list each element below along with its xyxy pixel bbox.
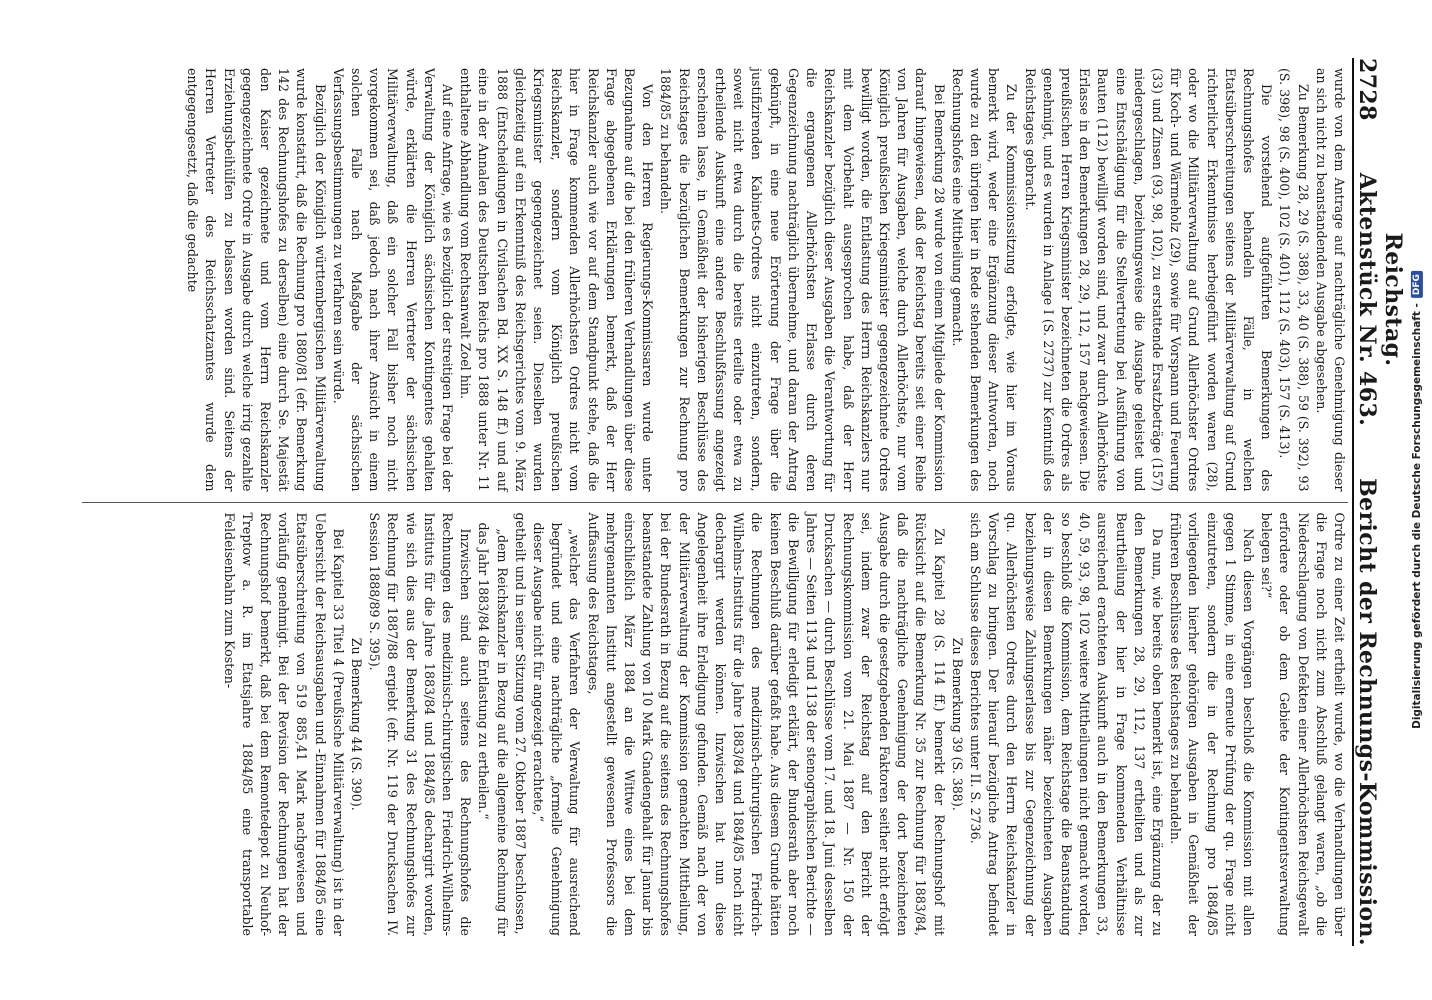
paragraph: Da nun, wie bereits oben bemerkt ist, eine Ergänzung der zu den Bemerkungen 28, 29, 112, 137 ertheilten und als zur Beurtheilung der hier in Frage kommenden Verhältnisse ausreichend erachteten Auskunft auch in den Bemerkungen 33, 40, 59, 93, 98, 102 weitere Mittheilungen nicht gemacht worden, so beschloß die Kommission, dem Reichstage die Beanstandung der in diesen Bemerkungen näher bezeichneten Ausgaben beziehungsweise Zahlungserlasse bis zur Gegenzeichnung der qu. Allerhöchsten Ordres durch den Herrn Reichskanzler in Vorschlag zu bringen. Der hierauf bezügliche Antrag befindet sich am Schlusse dieses Berichtes unter II. S. 2736. xyxy=(967,512,1165,936)
paragraph: Zu Bemerkung 44 (S. 390). xyxy=(349,637,365,811)
paragraph: „welcher das Verfahren der Verwaltung für ausreichend begründet und eine nachträgliche „formelle Genehmigung dieser Ausgabe nicht für angezeigt erachtete,“ xyxy=(531,522,583,936)
digitization-note-text: Digitalisierung gefördert durch die Deutsche Forschungsgemeinschaft - xyxy=(1411,303,1424,729)
page-number: 2728 xyxy=(1354,58,1380,121)
paragraph: Zu der Kommissionssitzung erfolgte, wie hier im Voraus bemerkt wird, weder eine Ergänzung dieser Antworten, noch wurde zu den übrigen hier in Rede stehenden Bemerkungen des Rechnungshofes eine Mittheilung gemacht. xyxy=(949,68,1020,492)
header-left-title: Reichstag. xyxy=(1380,232,1406,367)
paragraph: Auf eine Anfrage, wie es bezüglich der streitigen Frage bei der Verwaltung der Königlich sächsischen Kontingentes gehalten würde, erklärten die Herren Vertreter der sächsischen Militärverwaltung, daß ein solcher Fall bisher noch nicht vorgekommen sei, daß jedoch nach ihrer Ansicht in einem solchen Falle nach Maßgabe der sächsischen Verfassungsbestimmungen zu verfahren sein würde. xyxy=(330,68,456,492)
paragraph: Nach diesen Vorgängen beschloß die Kommission mit allen gegen 1 Stimme, in eine erneute Prüfung der qu. Frage nicht einzutreten, sondern die in der Rechnung pro 1884/85 vorliegenden hierher gehörigen Ausgaben in Gemäßheit der früheren Beschlüsse des Reichstages zu behandeln. xyxy=(1168,512,1256,936)
digitization-note xyxy=(1405,0,1429,1000)
paragraph: Bei Bemerkung 28 wurde von einem Mitgliede der Kommission darauf hingewiesen, daß der Reichstag bereits seit einer Reihe von Jahren für Ausgaben, welche durch Allerhöchste, nur vom Königlich preußischen Kriegsminister gegengezeichnete Ordres bewilligt worden, die Entlastung des Herrn Reichskanzlers nur mit dem Vorbehalt ausgesprochen habe, daß der Herr Reichskanzler bezüglich dieser Ausgaben die Verantwortung für die ergangenen Allerhöchsten Erlasse durch deren Gegenzeichnung nachträglich übernehme, und daran der Antrag geknüpft, in eine neue Erörterung der Frage über die justifizirenden Kabinets-Ordres nicht einzutreten, sondern, soweit nicht etwa durch die bereits erteilte oder etwa zu ertheilende Auskunft eine andere Beschlußfassung angezeigt erscheinen lasse, in Gemäßheit der bisherigen Beschlüsse des Reichstages die bezüglichen Bemerkungen zur Rechnung pro 1884/85 zu behandeln. xyxy=(658,68,947,492)
paragraph: Die vorstehend aufgeführten Bemerkungen des Rechnungshofes behandeln Fälle, in welchen Etatsüberschreitungen seitens der Militärverwaltung auf Grund richterlicher Erkenntnisse herbeigeführt worden waren (28), oder wo die Militärverwaltung auf Grund Allerhöchster Ordres für Koch- und Wärmeholz (29), sowie für Vorspann und Feuerung (33) und Zinsen (93, 98, 102), zu erstattende Ersatzbeträge (157) niedergeschlagen, beziehungsweise die Ausgabe geleistet und eine Entschädigung für die Stellvertretung bei Ausführung von Bauten (112) bewilligt worden sind, und zwar durch Allerhöchste Erlasse in den Bemerkungen 28, 29, 112, 157 nachgewiesen. Die preußischen Herren Kriegsminister bezeichneten die Ordres als genehmigt, und es wurden in Anlage I (S. 2737) zur Kenntniß des Reichstages gebracht. xyxy=(1022,68,1275,492)
header-titles xyxy=(1354,121,1406,478)
paragraph: Von den Herren Regierungs-Kommissaren wurde unter Bezugnahme auf die bei den früheren Verhandlungen über diese Frage abgegebenen Erklärungen bemerkt, daß der Herr Reichskanzler auch wie vor auf dem Standpunkt stehe, daß die hier in Frage kommenden Allerhöchsten Ordres nicht vom Reichskanzler, sondern vom Königlich preußischen Kriegsminister gegengezeichnet seien. Dieselben wurden gleichzeitig auf ein Erkenntniß des Reichsgerichtes vom 9. März 1888 (Entscheidungen in Civilsachen Bd. XX S. 148 ff.) und auf eine in der Annalen des Deutschen Reichs pro 1888 unter Nr. 11 enthaltene Abhandlung vom Rechtsanwalt Zoel hin. xyxy=(458,68,656,492)
paragraph: getheilt und in seiner Sitzung vom 27. Oktober 1887 beschlossen, xyxy=(512,512,528,935)
right-column xyxy=(82,502,1348,947)
paragraph: Inzwischen sind auch seitens des Rechnungshofes die Rechnungen des medizinisch-chirurgischen Friedrich-Wilhelms-Instituts für die Jahre 1883/84 und 1884/85 dechargirt worden, wie sich dies aus der Bemerkung 31 des Rechnungshofes zur Rechnung für 1887/88 ergiebt (efr. Nr. 119 der Drucksachen IV. Session 1888/89 S. 395). xyxy=(367,512,474,936)
paragraph: Bezüglich der Königlich württembergischen Militärverwaltung wurde konstatirt, daß die Rechnung pro 1880/81 (efr. Bemerkung 142 des Rechnungshofes zu derselben) eine durch Se. Majestät den Kaiser gezeichnete und vom Herrn Reichskanzler gegengezeichnete Ordre in Ausgabe durch welche irrig gezahlte Erziehungsbeihülfen zu belassen worden sind. Seitens der Herren Vertreter des Reichsschatzamtes wurde dem entgegengesetzt, daß die gedachte xyxy=(185,68,328,492)
dfg-logo: DFG xyxy=(1411,271,1423,298)
paragraph: wurde von dem Antrage auf nachträgliche Genehmigung dieser an sich nicht zu beanstandenden Ausgabe abgesehen. xyxy=(1313,68,1347,492)
paragraph: Zu Bemerkung 39 (S. 388). xyxy=(949,637,965,811)
rotated-page xyxy=(76,22,1406,982)
paragraph: „dem Reichskanzler in Bezug auf die allgemeine Rechnung für das Jahr 1883/84 die Entlastung zu ertheilen.“ xyxy=(476,522,510,936)
header-center-title: Aktenstück Nr. 463. xyxy=(1354,172,1380,427)
paragraph: Bei Kapitel 33 Titel 4 (Preußische Militärverwaltung) ist in der Uebersicht der Reichsausgaben und -Einnahmen für 1884/85 eine Etatsüberschreitung von 519 885,41 Mark nachgewiesen und vorläufig genehmigt. Bei der Revision der Rechnungen hat der Rechnungshof bemerkt, daß bei dem Remontedepot zu Neuhof-Treptow a. R. im Etatsjahre 1884/85 eine transportable Feldeisenbahn zum Kosten- xyxy=(221,512,346,936)
paragraph: Zu Kapitel 28 (S. 114 ff.) bemerkt der Rechnungshof mit Rücksicht auf die Bemerkung Nr. 35 zur Rechnung für 1883/84, daß die nachträgliche Genehmigung der dort bezeichneten Ausgabe durch die gesetzgebenden Faktoren seither nicht erfolgt sei, indem zwar der Reichstag auf den Bericht der Rechnungskommission vom 21. Mai 1887 — Nr. 150 der Drucksachen — durch Beschlüsse vom 17. und 18. Juni desselben Jahres — Seiten 1134 und 1138 der stenographischen Berichte — die Bewilligung für erledigt erklärt, der Bundesrath aber noch keinen Beschluß darüber gefaßt habe. Aus diesem Grunde hätten die Rechnungen des medizinisch-chirurgischen Friedrich-Wilhelms-Instituts für die Jahre 1883/84 und 1884/85 noch nicht dechargirt werden können. Inzwischen hat nun diese Angelegenheit ihre Erledigung gefunden. Gemäß nach der von der Militärverwaltung der Kommission gemachten Mittheilung, bei der Bundesrath in Bezug auf die seitens des Rechnungshofes beanstandete Zahlung von 10 Mark Gnadengehalt für Januar bis einschließlich März 1884 an die Wittwe eines bei dem mehrgenannten Institut angestellt gewesenen Professors die Auffassung des Reichstages, xyxy=(585,512,947,936)
text-columns xyxy=(82,58,1348,946)
paragraph: Ordre zu einer Zeit ertheilt wurde, wo die Verhandlungen über die Frage noch nicht zum Abschluß gelangt waren, „ob die Niederschlagung von Defekten einer Allerhöchsten Reichsgewalt erfordere oder ob dem Gebiete der Kontingentsverwaltung belegen sei?“ xyxy=(1259,512,1347,936)
left-column xyxy=(82,58,1348,502)
page-header xyxy=(1352,58,1406,946)
paragraph: Zu Bemerkung 28, 29 (S. 388), 33, 40 (S. 388), 59 (S. 392), 93 (S. 398), 98 (S. 400), 102 (S. 401), 112 (S. 403), 157 (S. 413). xyxy=(1277,68,1311,492)
header-right-title: Bericht der Rechnungs-Kommission. xyxy=(1354,478,1380,946)
